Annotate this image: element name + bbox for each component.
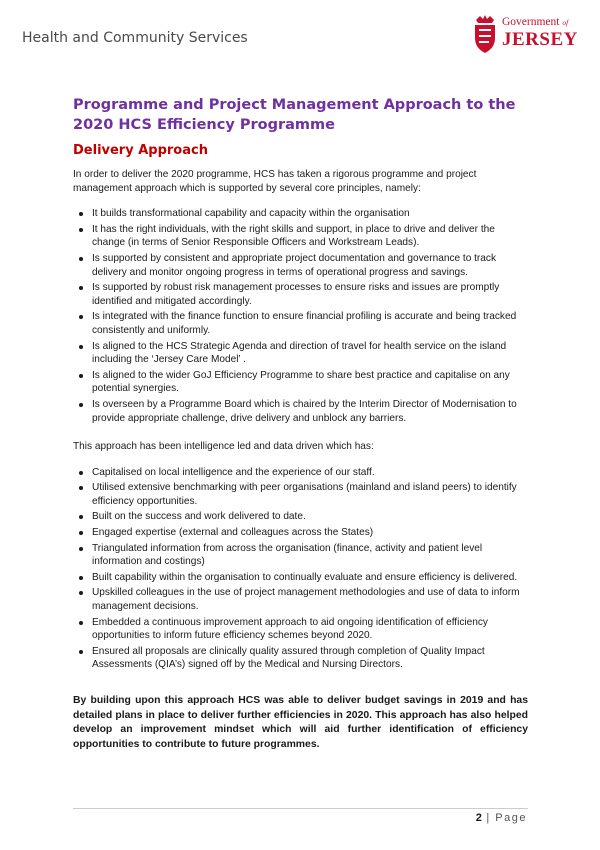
list-item (73, 223, 528, 250)
bullet-icon (79, 374, 83, 378)
list-item (73, 340, 528, 367)
list-item (73, 510, 528, 524)
list-item-text: Triangulated information from across the organisation (finance, activity and patient level information and costings) (92, 542, 483, 568)
list-item-text: It has the right individuals, with the right skills and support, in place to drive and deliver the change (in terms of Senior Responsible Officers and Workstream Leads). (92, 223, 495, 249)
list-item (73, 616, 528, 643)
logo-government-word: Government (502, 16, 560, 28)
section-heading: Delivery Approach (73, 143, 208, 158)
list-item (73, 481, 528, 508)
government-of-jersey-logo (472, 14, 590, 56)
page-title: Programme and Project Management Approach to the 2020 HCS Efficiency Programme (73, 97, 516, 133)
intro-paragraph: In order to deliver the 2020 programme, HCS has taken a rigorous programme and project management approach which is supported by several core principles, namely: (73, 169, 477, 194)
page-label: Page (495, 812, 527, 824)
approach-intro-paragraph: This approach has been intelligence led and data driven which has: (73, 441, 374, 453)
list-item (73, 281, 528, 308)
bullet-icon (79, 591, 83, 595)
list-item (73, 252, 528, 279)
list-item (73, 645, 528, 672)
list-item (73, 586, 528, 613)
bullet-icon (79, 471, 83, 475)
list-item-text: Upskilled colleagues in the use of project management methodologies and use of data to inform management decisions. (92, 587, 520, 613)
list-item (73, 207, 528, 221)
footer-divider (73, 808, 528, 809)
list-item (73, 571, 528, 585)
list-item (73, 466, 528, 480)
list-item-text: Is supported by consistent and appropriate project documentation and governance to track delivery and monitor ongoing progress in terms of operational progress and savings. (92, 252, 497, 278)
bullet-icon (79, 547, 83, 551)
list-item (73, 542, 528, 569)
list-item (73, 369, 528, 396)
conclusion-paragraph: By building upon this approach HCS was able to deliver budget savings in 2019 and has detailed plans in place to deliver further efficiencies in 2020. This approach has also helped develop an improvement mindset which will aid further identification of efficiency opportunities to contribute to future programmes. (73, 695, 528, 750)
list-item-text: Built capability within the organisation to continually evaluate and ensure efficiency is delivered. (92, 571, 518, 583)
list-item-text: Capitalised on local intelligence and the experience of our staff. (92, 466, 375, 478)
bullet-icon (79, 621, 83, 625)
approach-list (73, 466, 528, 672)
list-item (73, 398, 528, 425)
list-item-text: Embedded a continuous improvement approach to aid ongoing identification of efficiency opportunities to inform future efficiency schemes beyond 2020. (92, 616, 488, 642)
list-item-text: Built on the success and work delivered to date. (92, 511, 306, 523)
list-item-text: Is aligned to the wider GoJ Efficiency Programme to share best practice and capitalise on any potential synergies. (92, 369, 510, 395)
list-item-text: Is integrated with the finance function to ensure financial profiling is accurate and being tracked consistently and uniformly. (92, 311, 517, 336)
list-item-text: It builds transformational capability and capacity within the organisation (92, 208, 410, 220)
bullet-icon (79, 286, 83, 290)
logo-government-text (502, 16, 568, 28)
list-item-text: Ensured all proposals are clinically quality assured through completion of Quality Impact Assessments (QIA’s) signed off by the Medical and Nursing Directors. (92, 645, 485, 671)
bullet-icon (79, 257, 83, 261)
list-item-text: Is supported by robust risk management processes to ensure risks and issues are promptly identified and mitigated accordingly. (92, 282, 500, 307)
bullet-icon (79, 515, 83, 519)
list-item-text: Engaged expertise (external and colleagues across the States) (92, 527, 374, 539)
bullet-icon (79, 212, 83, 216)
page-number: 2 (475, 812, 482, 824)
list-item (73, 310, 528, 337)
bullet-icon (79, 486, 83, 490)
main-content (73, 95, 528, 762)
bullet-icon (79, 531, 83, 535)
principles-list (73, 207, 528, 425)
department-name: Health and Community Services (22, 30, 248, 46)
list-item-text: Is aligned to the HCS Strategic Agenda and direction of travel for health service on the island including the ‘Jersey Care Model’ . (92, 340, 507, 366)
bullet-icon (79, 345, 83, 349)
jersey-crest-icon (472, 14, 498, 54)
list-item-text: Is overseen by a Programme Board which is chaired by the Interim Director of Modernisation to provide appropriate challenge, drive delivery and unblock any barriers. (92, 398, 517, 424)
bullet-icon (79, 576, 83, 580)
bullet-icon (79, 228, 83, 232)
logo-of-word: of (562, 18, 569, 27)
page-footer (476, 812, 527, 824)
bullet-icon (79, 315, 83, 319)
logo-jersey-text: JERSEY (502, 29, 578, 50)
bullet-icon (79, 403, 83, 407)
footer-separator: | (486, 812, 491, 824)
bullet-icon (79, 650, 83, 654)
list-item-text: Utilised extensive benchmarking with peer organisations (mainland and island peers) to identify efficiency opportunities. (92, 482, 517, 507)
list-item (73, 526, 528, 540)
